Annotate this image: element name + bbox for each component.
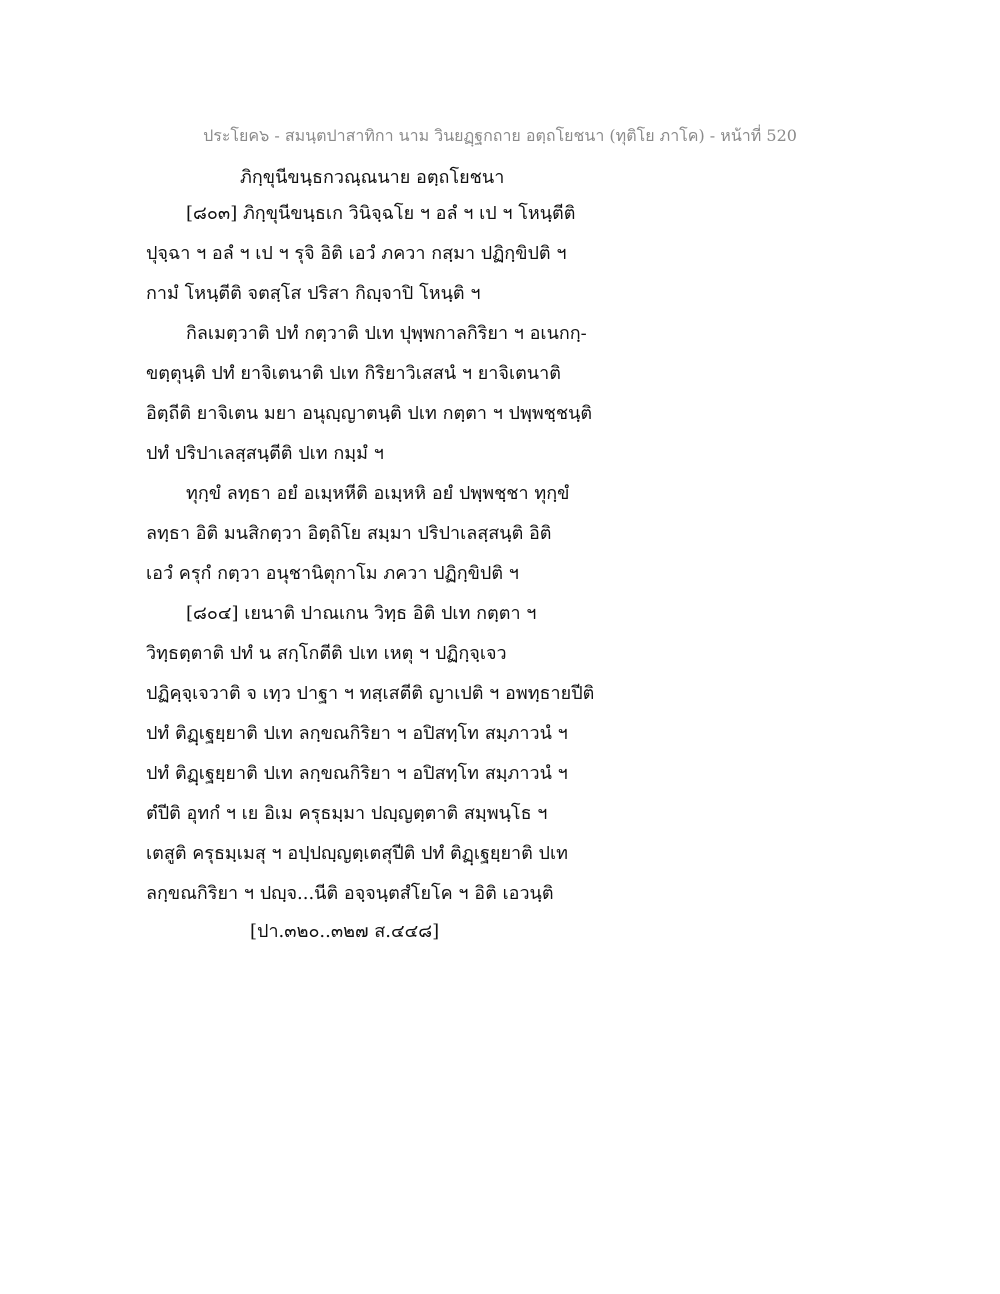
text-line: ปุจฺฉา ฯ อลํ ฯ เป ฯ รุจิ อิติ เอวํ ภควา กสฺมา ปฏิกฺขิปติ ฯ: [146, 243, 567, 264]
text-line: ตํปีติ อุทกํ ฯ เย อิเม ครุธมฺมา ปญฺญตฺตาติ สมฺพนฺโธ ฯ: [146, 803, 548, 824]
text-line: กิลเมตฺวาติ ปทํ กตฺวาติ ปเท ปุพฺพกาลกิริยา ฯ อเนกกฺ-: [186, 323, 587, 344]
page-reference: [ปา.๓๒๐..๓๒๗ ส.๔๔๘]: [250, 921, 440, 942]
section-title: ภิกฺขุนีขนฺธกวณฺณนาย อตฺถโยชนา: [240, 167, 505, 188]
text-line: ปทํ ปริปาเลสฺสนฺตีติ ปเท กมฺมํ ฯ: [146, 443, 384, 464]
text-line: ปฏิคฺจฺเจวาติ จ เทฺว ปาฐา ฯ ทสฺเสตีติ ญาเปติ ฯ อพทฺธายปีติ: [146, 683, 595, 704]
running-header: ประโยค๖ - สมนฺตปาสาทิกา นาม วินยฏฺฐกถาย อตฺถโยชนา (ทุติโย ภาโค) - หน้าที่ 520: [203, 126, 797, 145]
text-line: ลกฺขณกิริยา ฯ ปญฺจ...นีติ อจฺจนฺตสํโยโค ฯ อิติ เอวนฺติ: [146, 883, 554, 904]
text-line: [๘๐๓] ภิกฺขุนีขนฺธเก วินิจฺฉโย ฯ อลํ ฯ เป ฯ โหนฺตีติ: [186, 203, 576, 224]
text-line: เอวํ ครุกํ กตฺวา อนุชานิตุกาโม ภควา ปฏิกฺขิปติ ฯ: [146, 563, 519, 584]
text-line: ลทฺธา อิติ มนสิกตฺวา อิตฺถิโย สมฺมา ปริปาเลสฺสนฺติ อิติ: [146, 523, 552, 544]
text-line: ปทํ ติฏฺเฐยฺยาติ ปเท ลกฺขณกิริยา ฯ อปิสทฺโท สมฺภาวนํ ฯ: [146, 763, 568, 784]
text-line: เตสูติ ครุธมฺเมสุ ฯ อปฺปญฺญตฺเตสุปีติ ปทํ ติฏฺเฐยฺยาติ ปเท: [146, 843, 568, 864]
text-line: [๘๐๔] เยนาติ ปาณเกน วิทฺธ อิติ ปเท กตฺตา ฯ: [186, 603, 537, 624]
text-line: กามํ โหนฺตีติ จตสฺโส ปริสา กิญฺจาปิ โหนฺติ ฯ: [146, 283, 481, 304]
text-line: ปทํ ติฏฺเฐยฺยาติ ปเท ลกฺขณกิริยา ฯ อปิสทฺโท สมฺภาวนํ ฯ: [146, 723, 568, 744]
text-line: ขตฺตุนฺติ ปทํ ยาจิเตนาติ ปเท กิริยาวิเสสนํ ฯ ยาจิเตนาติ: [146, 363, 561, 384]
text-line: ทุกฺขํ ลทฺธา อยํ อเมฺหหีติ อเมฺหหิ อยํ ปพฺพชฺชา ทุกฺขํ: [186, 483, 570, 504]
text-line: อิตฺถีติ ยาจิเตน มยา อนุญฺญาตนฺติ ปเท กตฺตา ฯ ปพฺพชฺชนฺติ: [146, 403, 593, 424]
text-line: วิทฺธตฺตาติ ปทํ น สกฺโกตีติ ปเท เหตุ ฯ ปฏิกฺจฺเจว: [146, 643, 507, 664]
